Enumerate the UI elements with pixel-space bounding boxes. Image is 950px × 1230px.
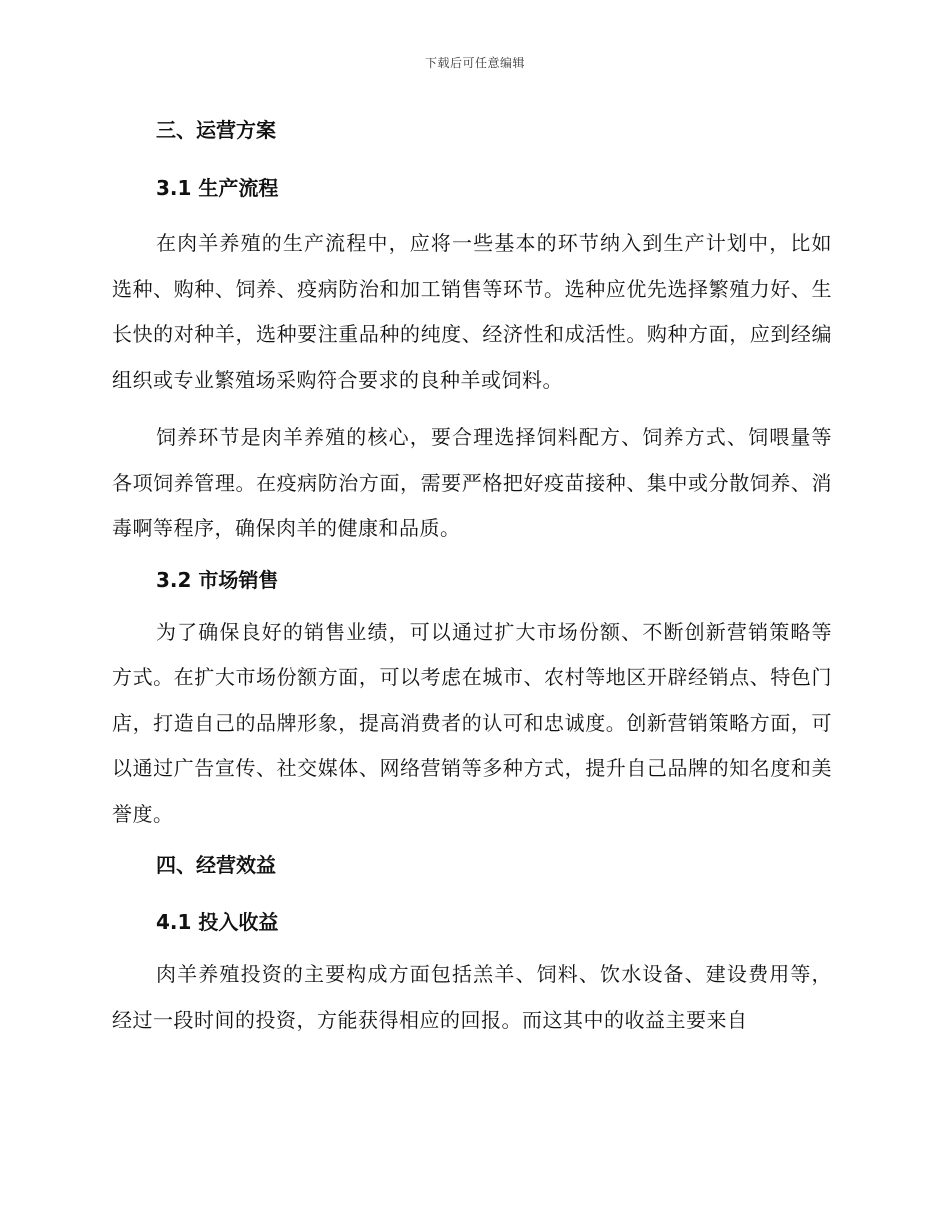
paragraph-investment-returns: 肉羊养殖投资的主要构成方面包括羔羊、饲料、饮水设备、建设费用等，经过一段时间的投资，方能获得相应的回报。而这其中的收益主要来自 <box>112 962 832 1032</box>
subsection-heading-production-process: 3.1 生产流程 <box>156 176 279 200</box>
paragraph-production-process: 在肉羊养殖的生产流程中，应将一些基本的环节纳入到生产计划中，比如选种、购种、饲养、疫病防治和加工销售等环节。选种应优先选择繁殖力好、生长快的对种羊，选种要注重品种的纯度、经济性和成活性。购种方面，应到经编组织或专业繁殖场采购符合要求的良种羊或饲料。 <box>112 231 832 392</box>
page-header-note: 下载后可任意编辑 <box>424 56 525 70</box>
section-heading-operations: 三、运营方案 <box>156 118 276 142</box>
subsection-heading-market-sales: 3.2 市场销售 <box>156 567 279 592</box>
paragraph-market-sales: 为了确保良好的销售业绩，可以通过扩大市场份额、不断创新营销策略等方式。在扩大市场份额方面，可以考虑在城市、农村等地区开辟经销点、特色门店，打造自己的品牌形象，提高消费者的认可和忠诚度。创新营销策略方面，可以通过广告宣传、社交媒体、网络营销等多种方式，提升自己品牌的知名度和美誉度。 <box>112 619 832 826</box>
document-body <box>112 112 832 1043</box>
paragraph-feeding: 饲养环节是肉羊养殖的核心，要合理选择饲料配方、饲养方式、饲喂量等各项饲养管理。在疫病防治方面，需要严格把好疫苗接种、集中或分散饲养、消毒啊等程序，确保肉羊的健康和品质。 <box>112 425 832 540</box>
subsection-heading-investment-returns: 4.1 投入收益 <box>156 910 279 934</box>
section-heading-business-benefits: 四、经营效益 <box>156 853 276 877</box>
